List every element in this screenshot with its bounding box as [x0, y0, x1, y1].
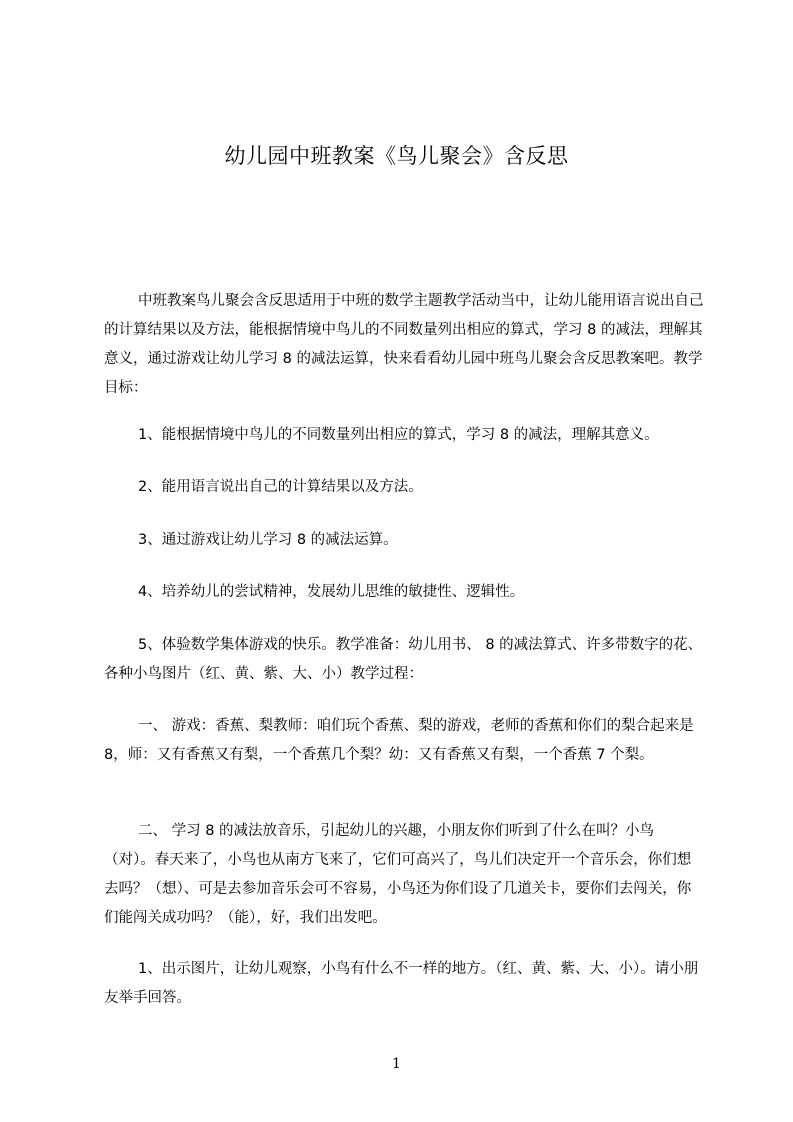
objective-2: 2、能用语言说出自己的计算结果以及方法。 [138, 479, 423, 495]
intro-paragraph: 中班教案鸟儿聚会含反思适用于中班的数学主题教学活动当中，让幼儿能用语言说出自己的计算结果以及方法，能根据情境中鸟儿的不同数量列出相应的算式，学习 8 的减法，理解其意义，通过游戏让幼儿学习 8 的减法运算，快来看看幼儿园中班鸟儿聚会含反思教案吧。教学目标： [104, 293, 704, 396]
objective-3: 3、通过游戏让幼儿学习 8 的减法运算。 [138, 532, 398, 548]
objective-4: 4、培养幼儿的尝试精神，发展幼儿思维的敏捷性、逻辑性。 [138, 584, 525, 600]
objective-1: 1、能根据情境中鸟儿的不同数量列出相应的算式，学习 8 的减法，理解其意义。 [138, 427, 659, 443]
step-1-observe: 1、出示图片，让幼儿观察，小鸟有什么不一样的地方。（红、黄、紫、大、小）。请小朋友举手回答。 [104, 961, 699, 1006]
section-one-game: 一、 游戏：香蕉、梨教师：咱们玩个香蕉、梨的游戏，老师的香蕉和你们的梨合起来是 8，师：又有香蕉又有梨，一个香蕉几个梨？幼：又有香蕉又有梨，一个香蕉 7 个梨。 [104, 718, 694, 763]
page-number: 1 [392, 1056, 401, 1072]
objective-5-preparation: 5、体验数学集体游戏的快乐。教学准备：幼儿用书、 8 的减法算式、许多带数字的花、各种小鸟图片（红、黄、紫、大、小）教学过程： [104, 637, 703, 682]
section-two-subtraction: 二、 学习 8 的减法放音乐，引起幼儿的兴趣，小朋友你们听到了什么在叫？小鸟（对）。春天来了，小鸟也从南方飞来了，它们可高兴了，鸟儿们决定开一个音乐会，你们想去吗？（想）、可是去参加音乐会可不容易，小鸟还为你们设了几道关卡，要你们去闯关，你们能闯关成功吗？（能），好，我们出发吧。 [104, 823, 692, 926]
document-title: 幼儿园中班教案《鸟儿聚会》含反思 [224, 144, 569, 168]
